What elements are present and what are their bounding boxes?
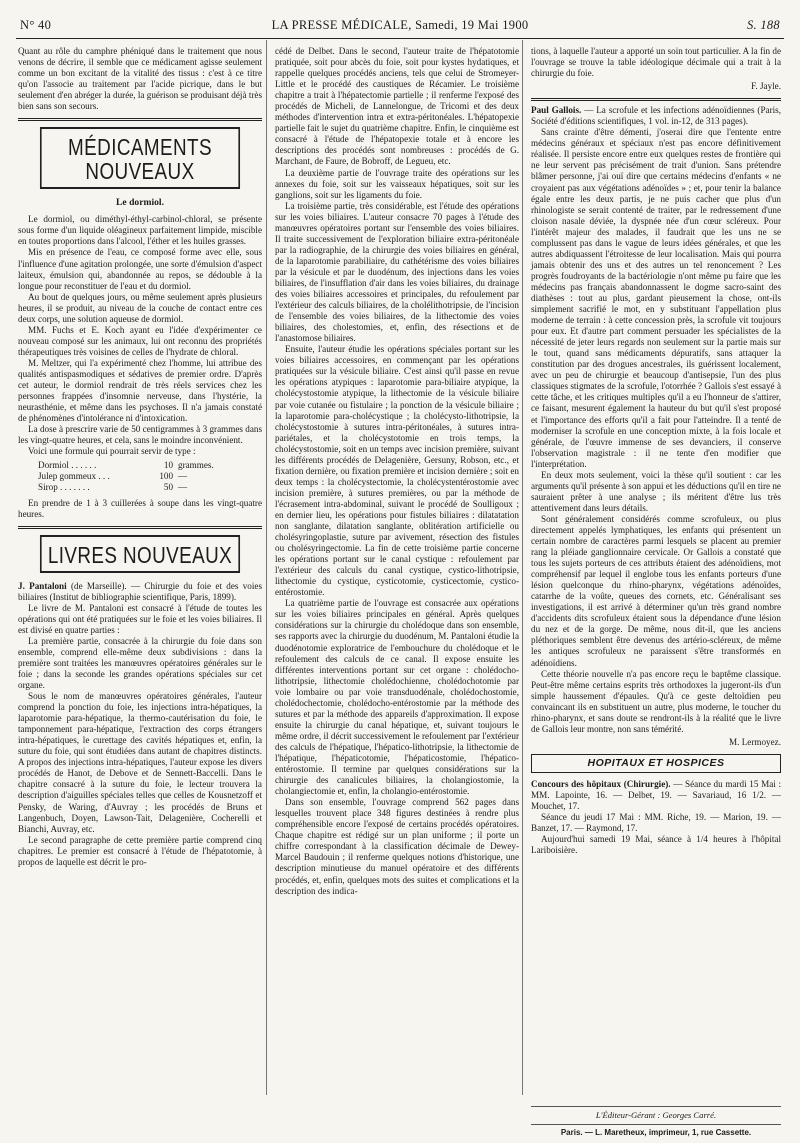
paragraph: En deux mots seulement, voici la thèse qu'il soutient : car les arguments qu'il présente à son appui et les déductions qu'il en tire ne sauraient prêter à une analyse ; ils méritent d'être lus très attentivement dans leurs détails. (531, 469, 781, 513)
paragraph: La dose à prescrire varie de 50 centigrammes à 3 grammes dans les vingt-quatre heures, et cela, sans le moindre inconvénient. (18, 424, 262, 446)
paragraph: Ensuite, l'auteur étudie les opérations spéciales portant sur les voies biliaires accessoires, en commençant par les opérations pratiquées sur la vésicule biliaire. C'est ainsi qu'il passe en revue les opérations atypiques : laparotomie para-biliaire atypique, la cholécystostomie atypique, la lithectomie de la vésicule biliaire par voie cutanée ou fistulaire ; la ponction de la vésicule biliaire ; la laparotomie para-cholécystique ; la cholécysto-lithotripsie, la cholécystostomie à sutures intra-péritonéales, à sutures intra-pariétales, et la cholécystotomie en trois temps, la cholécystostomie, soit en un temps avec incision première, suivant les différents procédés de Delagenière, Gersuny, Robson, etc., et fixation dernière, ou fixation première et incision dernière ; soit en deux temps : la cholécystectomie, la cholécystentérostomie avec incision première, à sutures premières, ou par la méthode de l'écrasement intra-abdominal, suivant le procédé de Soulligoux ; en dernier lieu, les opérations pour fistules biliaires : dilatatation non sanglante, dilatation sanglante, oblitération artificielle ou cholésyringoplastie, suture par avivement, résection des fistules ou cholésyringectomie. La fin de cette troisième partie concerne les opérations portant sur le canal cystique : refoulement par l'extérieur des calculs du canal cystique, cystico-lithotripsie, lithectomie du cystique, cysticotomie, cysticectomie, cystico-entérostomie. (275, 344, 519, 598)
masthead-title: LA PRESSE MÉDICALE, Samedi, 19 Mai 1900 (271, 18, 529, 32)
section-title-medicaments: MÉDICAMENTS NOUVEAUX (40, 127, 240, 189)
formula-row (38, 471, 262, 482)
paragraph: La troisième partie, très considérable, est l'étude des opérations sur les voies biliaires. L'auteur consacre 70 pages à l'étude des manœuvres opératoires portant sur l'ensemble des voies biliaires. Il traite successivement de l'exploration biliaire extra-péritonéale par la radiographie, de la chirurgie des voies biliaires en général, de la laparotomie parabiliaire, du cathétérisme des voies biliaires par la vésicule et par le duodénum, des injections dans les voies biliaires, de l'insufflation d'air dans les voies biliaires, du drainage des voies biliaires accessoires et principales, du refoulement par l'extérieur des calculs biliaires, de la cholélithotripsie, de l'incision de l'ensemble des voies biliaires, de la lithectomie des voies biliaires, des cholestomies, et, enfin, des résections et de l'anastomose biliaires. (275, 200, 519, 344)
formula-name: Dormiol . . . . . . (38, 460, 97, 471)
formula-row (38, 482, 262, 493)
paragraph: Mis en présence de l'eau, ce composé forme avec elle, sous l'influence d'une agitation prolongée, une sorte d'émulsion d'aspect laiteux, émulsion qui, abandonnée au repos, se dédouble à la longue pour reconstituer de l'eau et du dormiol. (18, 247, 262, 291)
section-rule (531, 98, 781, 101)
book-details: — La scrofule et les infections adénoïdiennes (Paris, Société d'éditions scientifiques, 1 vol. in-12, de 313 pages). (531, 105, 781, 127)
column-divider (522, 40, 523, 1095)
paragraph: tions, à laquelle l'auteur a apporté un soin tout particulier. A la fin de l'ouvrage se trouve la table idéologique décimale qui a trait à la chirurgie du foie. (531, 46, 781, 79)
printer-line: Paris. — L. Maretheux, imprimeur, 1, rue Cassette. (531, 1124, 781, 1137)
paragraph: Voici une formule qui pourrait servir de type : (28, 446, 196, 457)
paragraph: Séance du jeudi 17 Mai : MM. Riche, 19. — Marion, 19. — Banzet, 17. — Raymond, 17. (531, 812, 781, 834)
page-header (16, 14, 784, 36)
column-1 (18, 46, 262, 868)
paragraph: cédé de Delbet. Dans le second, l'auteur traite de l'hépatotomie pratiquée, soit pour abcès du foie, soit pour kystes hydatiques, et rappelle quelques procédés anciens, tels que celui de Stromeyer-Little et le procédé des caustiques de Récamier. Le troisième chapitre a trait à l'hépatectomie partielle ; il renferme l'exposé des procédés de Micheli, de Lannelongue, de Tricomi et des deux méthodes d'intervention intra et extra-péritonéales. L'hépatopexie partielle fait le sujet du quatrième chapitre. Enfin, le cinquième est consacré à l'étude de l'hépatopexie totale et à encore les descriptions des procédés sont nombreuses : procédés de G. Marchant, de Faure, de Bobroff, de Legueu, etc. (275, 46, 519, 167)
paragraph: MM. Fuchs et E. Koch ayant eu l'idée d'expérimenter ce nouveau composé sur les animaux, lui ont reconnu des propriétés thérapeutiques très voisines de celles de l'hydrate de chloral. (18, 324, 262, 357)
paragraph: La quatrième partie de l'ouvrage est consacrée aux opérations sur les voies biliaires principales en général. Après quelques considérations sur la chirurgie du cholédoque dans son ensemble, ses rapports avec la chirurgie du duodénum, M. Pantaloni étudie la duodénotomie exploratrice de l'embouchure du cholédoque et le refoulement des calculs de ce canal. Il expose ensuite les différentes interventions portant sur cet organe : cholédocho-lithotripsie, lithectomie cholédochienne, cholédochotomie par voie lombaire ou par voie transduodénale, cholédochostomie, cholédochectomie, cholédocho-entérostomie par la méthode des sutures et par la méthode des appareils d'approximation. Il expose ensuite la chirurgie du canal hépatique, et, suivant toujours le même ordre, il décrit successivement le refoulement par l'extérieur des calculs de l'hépatique, l'hépatico-lithotripsie, la lithectomie de l'hépatique, l'hépaticotomie, l'hépaticostomie, l'hépatico-entérostomie. Il termine par quelques considérations sur la chirurgie des canalicules biliaires, la cholangiostomie, la cholangiectomie et, enfin, la cholangio-entérostomie. (275, 598, 519, 797)
paragraph: La première partie, consacrée à la chirurgie du foie dans son ensemble, comprend elle-même deux subdivisions : dans la première sont traitées les manœuvres opératoires générales sur le foie ; dans la seconde les grandes opérations spéciales sur cet organe. (18, 635, 262, 691)
hospital-text: — Séance du mardi 15 Mai : MM. Lapointe, 16. — Delbet, 19. — Savariaud, 16 1/2. — Mouchet, 17. (531, 778, 782, 812)
paragraph: Sont généralement considérés comme scrofuleux, ou plus directement appelés lymphatiques, les enfants qui présentent un certain nombre de caractères parmi lesquels se placent au premier rang la pléiade ganglionnaire cervicale. Or Gallois a constaté que tous les sujets porteurs de ces attributs étaient des adénoïdiens, mot compréhensif par lequel il englobe tous les enfants porteurs d'une lésion quelconque du rhino-pharynx, végétations adénoïdes, catarrhe de la voûte, queues des cornets, etc. Généralisant ses investigations, il est arrivé à déterminer qu'un très grand nombre d'accidents dits scrofuleux étaient sous la dépendance d'une lésion du nez et de la gorge. De même, nous dit-il, que les anciens pléthoriques semblent être devenus des artério-scléreux, de même les antiques scrofuleux ne paraissent s'être transformés en adénoïdiens. (531, 513, 781, 668)
book-details: (de Marseille). — Chirurgie du foie et des voies biliaires (Institut de bibliographie scientifique, Paris, 1899). (18, 580, 263, 602)
formula-list (38, 460, 262, 493)
formula-name: Julep gommeux . . . (38, 471, 110, 482)
section-title-livres: LIVRES NOUVEAUX (40, 535, 240, 573)
paragraph: En prendre de 1 à 3 cuillerées à soupe dans les vingt-quatre heures. (18, 497, 262, 519)
page-footer (531, 1106, 781, 1137)
subhead-dormiol: Le dormiol. (116, 197, 164, 209)
formula-row (38, 460, 262, 471)
formula-qty: 10 (163, 460, 173, 471)
page-number: S. 188 (746, 18, 780, 32)
signature: M. Lermoyez. (729, 736, 781, 747)
column-divider (266, 40, 267, 1095)
formula-unit: — (178, 471, 188, 482)
paragraph: Sous le nom de manœuvres opératoires générales, l'auteur comprend la ponction du foie, les injections intra-hépatiques, la laparotomie para-hépatique, la thermo-cautérisation du foie, le tamponnement para-hépatique, l'extraction des corps étrangers intra-hépatiques, le curettage des cavités hépatiques et, enfin, la suture du foie, qui sont étudiées dans autant de chapitres distincts. A propos des injections intra-hépatiques, l'auteur expose les divers procédés de Hanot, de Debove et de Sennett-Baccelli. Dans le chapitre consacré à la suture du foie, le lecteur trouvera la description d'aiguilles spéciales telles que celles de Kousnetzoff et Pensky, de Waring, d'Auvray ; les procédés de Bruns et Langenbuch, Doyen, Lawson-Tait, Delagenière, Cocherelli et Bianchi, Auvray, etc. (18, 691, 262, 834)
paragraph: Au bout de quelques jours, ou même seulement après plusieurs heures, il se produit, au niveau de la couche de contact entre ces deux corps, une solution aqueuse de dormiol. (18, 291, 262, 324)
paragraph: Sans crainte d'être démenti, j'oserai dire que l'entente entre médecins généraux et spéciaux n'est pas encore définitivement réalisée. Il persiste encore entre eux quelques restes de frontière qui ne leur servent pas précisément de trait d'union. Sans prétendre blâmer personne, j'ai ouï dire que certains médecins d'enfants « ne croyaient pas aux végétations adénoïdes » ; et, pour tenir la balance égale entre les deux partis, je ne puis cacher que plus d'un rhinologiste se serait contenté de traiter, par le redressement d'une cloison nasale déviée, la dyspnée née d'un cœur scléreux. Pour l'intérêt majeur des malades, il faudrait que les uns ne se complussent pas dans le vague de leurs idées générales, et que les autres abdiquassent l'étroitesse de leur localisation. Mais qui pourra jamais obtenir des uns et des autres un tel renoncement ? Les progrès foudroyants de la bactériologie n'ont même pu faire que les médecins pas français abandonnassent le dogme sacro-saint des diathèses : tout au plus, gardant pieusement la chose, ont-ils simplement sacrifié le mot, en y substituant l'appellation plus moderne de terrain : à cette concession près, la scrofule vit toujours pour eux. Et d'autre part comment persuader les spécialistes de la nécessité de jeter leurs regards non seulement sur la partie mais sur le tout, quand sans médicaments dépuratifs, sans attaquer la constitution par des drogues ancestrales, ils guérissent localement, avec un peu de chirurgie et beaucoup d'antisepsie, l'un des plus classiques stigmates de la scrofule, l'otorrhée ? Gallois s'est essayé à cette tâche, et les critiques multiples qu'il a eu l'honneur de s'attirer, ce faisant, mesurent également la hauteur du but qu'il s'est proposé et l'importance des efforts qu'il a fait pour l'atteindre. Il a tenté de moderniser la scrofule en une conception mixte, à la fois locale et générale, de l'œuvre immense de ses devanciers, il conserve l'observation magistrale : il ne tente d'en modifier que l'interprétation. (531, 127, 781, 469)
book-author: Paul Gallois. (531, 105, 582, 116)
paragraph: Le livre de M. Pantaloni est consacré à l'étude de toutes les opérations qui ont été pratiquées sur le foie et les voies biliaires. Il est divisé en quatre parties : (18, 602, 262, 635)
section-rule (18, 526, 262, 529)
signature: F. Jayle. (751, 81, 781, 92)
paragraph: M. Meltzer, qui l'a expérimenté chez l'homme, lui attribue des qualités antispasmodiques et sédatives de premier ordre. D'après cet auteur, le dormiol rendrait de très réels services chez les personnes frappées d'insomnie nerveuse, dans l'hystérie, la neurasthénie, et même dans les psychoses. Il n'a jamais constaté de phénomènes d'intolérance ni d'intoxication. (18, 357, 262, 424)
book-citation (18, 581, 262, 603)
paragraph: Cette théorie nouvelle n'a pas encore reçu le baptême classique. Peut-être même certains esprits très orthodoxes la jugeront-ils d'un simple haussement d'épaules. Qu'à ce geste deltoïdien peu convaincant ils en substituent un autre, plus moderne, le toucher du rhino-pharynx, et sans doute se rendront-ils à la réalité que le livre de Gallois leur montre, non sans témérité. (531, 668, 781, 734)
section-title-hopitaux: HOPITAUX ET HOSPICES (531, 754, 781, 773)
intro-paragraph: Quant au rôle du camphre phéniqué dans le traitement que nous venons de décrire, il semble que ce médicament agisse seulement comme un bon excitant de la vitalité des tissus : c'est à ce titre qu'on l'associe au traitement par l'acide picrique, dans le but seulement d'en abréger la durée, la guérison se produisant déjà très bien sans son secours. (18, 46, 262, 112)
paragraph: Dans son ensemble, l'ouvrage comprend 562 pages dans lesquelles trouvent place 348 figures destinées à rendre plus compréhensible encore l'exposé de certains procédés opératoires. Chaque chapitre est rédigé sur un plan uniforme ; il porte un chiffre correspondant à la classification décimale de Dewey-Marcel Baudouin ; il renferme quelques notions d'historique, une description minutieuse du manuel opératoire et des différents procédés, et, enfin, quelques mots des suites et complications et la description des indica- (275, 797, 519, 896)
hospital-heading: Concours des hôpitaux (Chirurgie). (531, 778, 671, 789)
paragraph: Le second paragraphe de cette première partie comprend cinq chapitres. Le premier est consacré à l'étude de l'hépatotomie, à propos de laquelle est décrit le pro- (18, 834, 262, 867)
formula-name: Sirop . . . . . . . (38, 482, 90, 493)
paragraph: Aujourd'hui samedi 19 Mai, séance à 1/4 heures à l'hôpital Lariboisière. (531, 834, 781, 856)
editor-line: L'Éditeur-Gérant : Georges Carré. (531, 1106, 781, 1120)
column-2 (275, 46, 519, 897)
header-rule (16, 38, 784, 39)
paragraph: Le dormiol, ou diméthyl-éthyl-carbinol-chloral, se présente sous forme d'un liquide oléagineux parfaitement limpide, miscible en toutes proportions dans l'alcool, l'éther et les huiles grasses. (18, 214, 262, 247)
column-3 (531, 46, 781, 856)
hospital-item (531, 779, 781, 812)
book-author: J. Pantaloni (18, 580, 67, 591)
formula-unit: — (178, 482, 188, 493)
formula-unit: grammes. (178, 460, 214, 471)
formula-qty: 50 (163, 482, 173, 493)
book-citation (531, 105, 781, 127)
issue-number: N° 40 (20, 18, 52, 32)
paragraph: La deuxième partie de l'ouvrage traite des opérations sur les annexes du foie, soit sur les vaisseaux hépatiques, soit sur les ganglions, soit sur les ligaments du foie. (275, 167, 519, 200)
section-rule (18, 118, 262, 121)
formula-qty: 100 (159, 471, 173, 482)
